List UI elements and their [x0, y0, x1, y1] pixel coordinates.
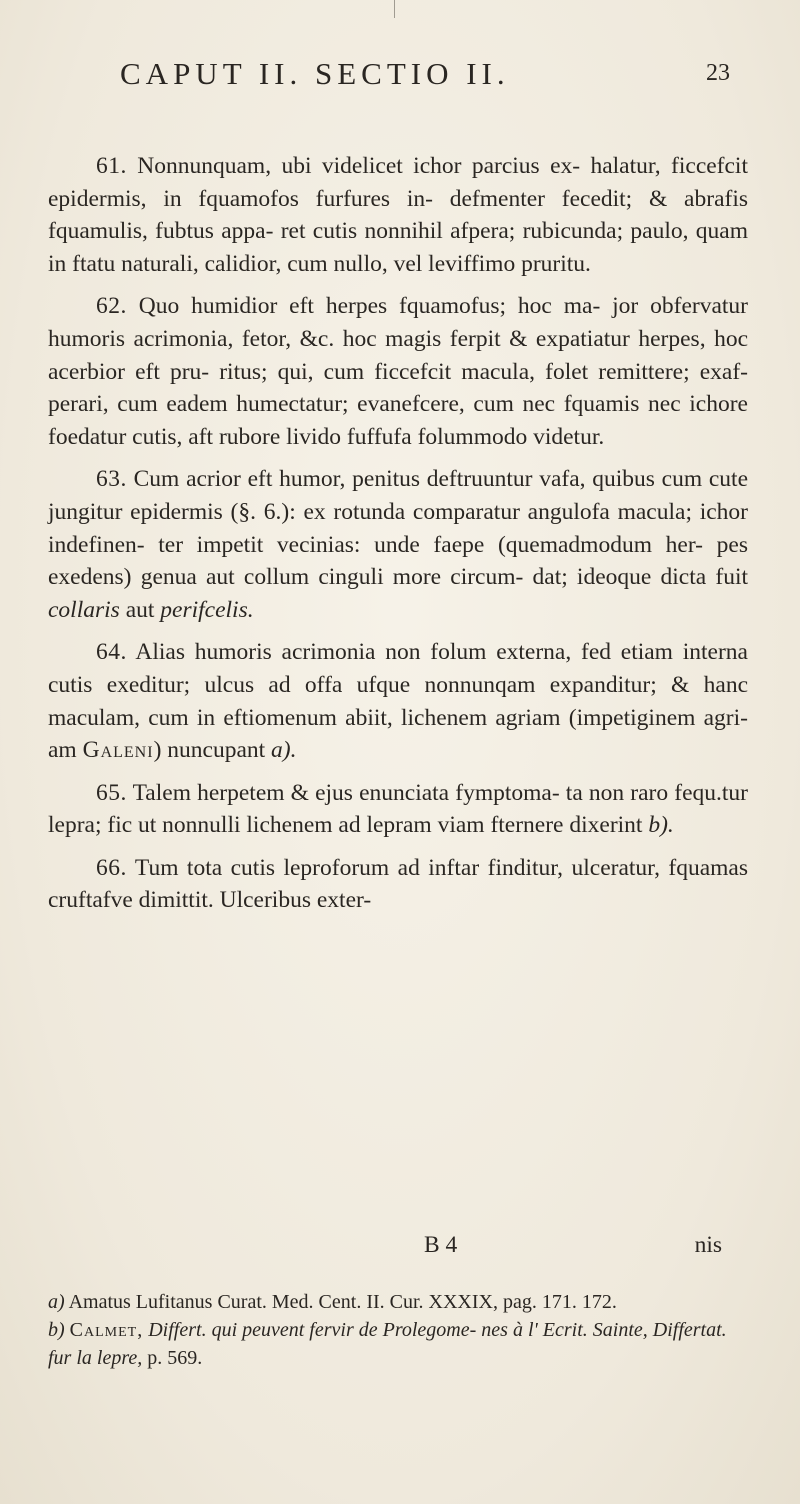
running-title: CAPUT II. SECTIO II. — [120, 56, 510, 91]
paragraph-text: aut — [125, 596, 155, 623]
signature-mark: B 4 — [424, 1232, 458, 1258]
footnote-author: Calmet, — [69, 1319, 144, 1341]
paragraph-number: 65. — [96, 779, 127, 806]
paragraph-number: 66. — [96, 854, 127, 881]
footnote-b — [48, 1316, 748, 1372]
italic-term: collaris — [48, 596, 120, 623]
footnote-mark: b) — [48, 1319, 65, 1341]
paragraph-text: Alias humoris acrimonia non folum externa, fed etiam interna cutis exeditur; ulcus ad offa ufque nonnunqam expanditur; & hanc maculam, cum in eftiomenum abiit, lichenem agriam (impetiginem agri- am — [48, 639, 748, 764]
paragraph-text: Quo humidior eft herpes fquamofus; hoc ma- jor obfervatur humoris acrimonia, fetor, &c. hoc magis ferpit & expatiatur herpes, hoc acerbior eft pru- ritus; qui, cum ficcefcit macula, folet remittere; exaf- perari, cum eadem humectatur; evanefcere, cum nec fquamis nec ichore foedatur cutis, aft rubore livido fuffufa folummodo videtur. — [48, 293, 749, 450]
paragraph-number: 62. — [96, 293, 127, 320]
paragraph-63 — [48, 463, 748, 626]
paragraph-text: Nonnunquam, ubi videlicet ichor parcius ex- halatur, ficcefcit epidermis, in fquamofos furfures in- defmenter fecedit; & abrafis fquamulis, fubtus appa- ret cutis nonnihil afpera; rubicunda; paulo, quam in ftatu naturali, calidior, cum nullo, vel leviffimo pruritu. — [48, 153, 748, 277]
paragraph-61 — [48, 150, 748, 280]
paragraph-64 — [48, 636, 748, 766]
main-text — [48, 150, 748, 927]
paragraph-text: ) nuncupant — [153, 737, 266, 764]
paragraph-65 — [48, 777, 748, 842]
footnote-page: p. 569. — [147, 1347, 203, 1369]
italic-term: perifcelis. — [160, 596, 254, 623]
footnote-title: Differt. qui peuvent fervir de Prolegome- nes à l' Ecrit. Sainte, Differtat. fur la lepre, — [48, 1319, 727, 1369]
footnote-ref: b). — [648, 812, 674, 839]
paragraph-66 — [48, 852, 748, 917]
paragraph-number: 61. — [96, 153, 127, 179]
author-name: Galeni — [82, 737, 154, 764]
page-number: 23 — [706, 60, 730, 86]
footnote-a — [48, 1288, 748, 1316]
paragraph-number: 63. — [96, 466, 127, 493]
paragraph-number: 64. — [96, 639, 127, 666]
paragraph-62 — [48, 290, 748, 453]
footnotes — [48, 1288, 748, 1372]
paragraph-text: Tum tota cutis leproforum ad inftar finditur, ulceratur, fquamas cruftafve dimittit. Ulceribus exter- — [48, 854, 749, 914]
paragraph-text: Talem herpetem & ejus enunciata fymptoma- ta non raro fequ.tur lepra; fic ut nonnulli lichenem ad lepram viam fternere dixerint — [48, 779, 748, 839]
catchword: nis — [694, 1232, 722, 1258]
footnote-text: Amatus Lufitanus Curat. Med. Cent. II. Cur. XXXIX, pag. 171. 172. — [68, 1291, 617, 1313]
paragraph-text: Cum acrior eft humor, penitus deftruuntur vafa, quibus cum cute jungitur epidermis (§. 6.): ex rotunda comparatur angulofa macula; ichor indefinen- ter impetit vecinias: unde faepe (quemadmodum her- pes exedens) genua aut collum cinguli more circum- dat; ideoque dicta fuit — [48, 466, 749, 591]
footnote-ref: a). — [271, 737, 297, 764]
stray-mark — [394, 0, 395, 18]
footnote-mark: a) — [48, 1291, 65, 1313]
